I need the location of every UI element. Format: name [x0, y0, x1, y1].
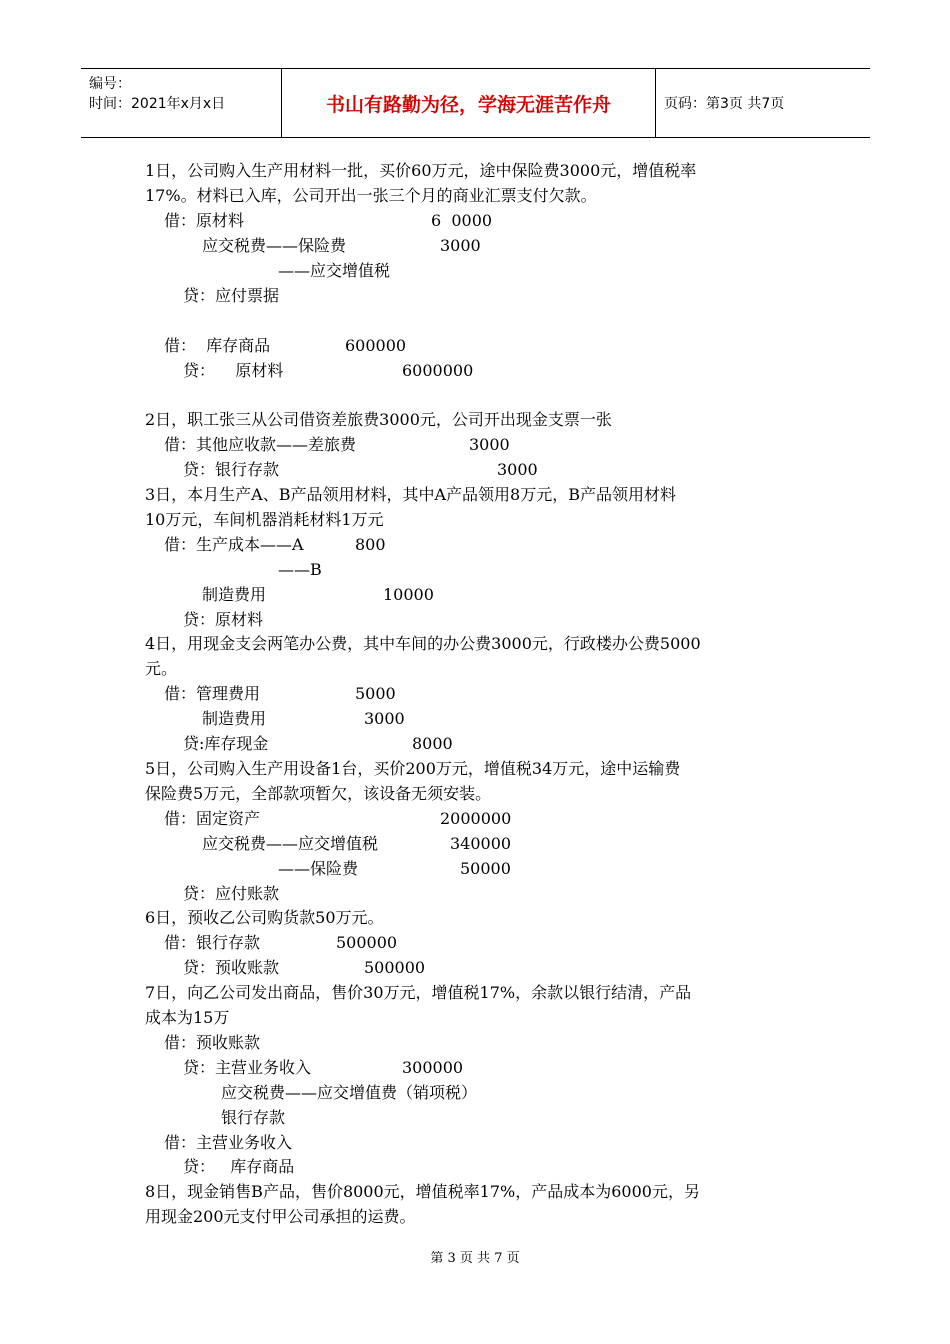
text-line: 贷：应付账款: [183, 884, 280, 903]
text-line: 借：主营业务收入: [164, 1133, 293, 1152]
text-line: 4日，用现金支会两笔办公费，其中车间的办公费3000元，行政楼办公费5000: [145, 634, 701, 653]
text-line: 借：管理费用: [164, 684, 261, 703]
amount: 500000: [336, 933, 398, 952]
text-line: ——保险费: [278, 859, 359, 878]
amount: 3000: [497, 460, 538, 479]
text-line: 银行存款: [221, 1108, 286, 1127]
page-footer: 第 3 页 共 7 页: [430, 1251, 520, 1266]
time-label: 时间：2021年x月x日: [89, 96, 226, 112]
text-line: 用现金200元支付甲公司承担的运费。: [145, 1207, 416, 1226]
text-line: 5日，公司购入生产用设备1台，买价200万元，增值税34万元，途中运输费: [145, 759, 681, 778]
text-line: 成本为15万: [145, 1008, 230, 1027]
amount: 3000: [440, 236, 481, 255]
page-code: 页码：第3页 共7页: [664, 96, 785, 112]
text-line: 借：生产成本——A: [164, 535, 304, 554]
text-line: 保险费5万元，全部款项暂欠，该设备无须安装。: [145, 784, 492, 803]
text-line: 应交税费——保险费: [202, 236, 347, 255]
amount: 3000: [364, 709, 405, 728]
text-line: 应交税费——应交增值费（销项税）: [221, 1083, 478, 1102]
text-line: 1日，公司购入生产用材料一批，买价60万元，途中保险费3000元，增值税率: [145, 161, 697, 180]
document-header: [81, 68, 870, 138]
amount: 6000000: [402, 361, 474, 380]
text-line: 6日，预收乙公司购货款50万元。: [145, 908, 384, 927]
amount: 600000: [345, 336, 407, 355]
text-line: 应交税费——应交增值税: [202, 834, 379, 853]
header-meta-cell: [81, 69, 282, 137]
text-line: 制造费用: [202, 585, 267, 604]
text-line: 元。: [145, 659, 178, 678]
text-line: 贷：银行存款: [183, 460, 280, 479]
amount: 5000: [355, 684, 396, 703]
text-line: 借：固定资产: [164, 809, 261, 828]
text-line: 制造费用: [202, 709, 267, 728]
amount: 10000: [383, 585, 434, 604]
text-line: 贷：应付票据: [183, 286, 280, 305]
text-line: 贷:库存现金: [183, 734, 269, 753]
amount: 340000: [450, 834, 512, 853]
amount: 800: [355, 535, 386, 554]
text-line: 贷：原材料: [183, 610, 264, 629]
text-line: 8日，现金销售B产品，售价8000元，增值税率17%，产品成本为6000元，另: [145, 1182, 700, 1201]
amount: 50000: [460, 859, 511, 878]
amount: 2000000: [440, 809, 512, 828]
text-line: ——应交增值税: [278, 261, 391, 280]
text-line: 贷：预收账款: [183, 958, 280, 977]
text-line: 贷：主营业务收入: [183, 1058, 312, 1077]
text-line: 借：预收账款: [164, 1033, 261, 1052]
amount: 3000: [469, 435, 510, 454]
amount: 300000: [402, 1058, 464, 1077]
text-line: 借：银行存款: [164, 933, 261, 952]
amount: 500000: [364, 958, 426, 977]
text-line: 17%。材料已入库，公司开出一张三个月的商业汇票支付欠款。: [145, 186, 597, 205]
text-line: 借：原材料: [164, 211, 245, 230]
text-line: ——B: [278, 560, 322, 579]
number-label: 编号：: [89, 76, 131, 92]
text-line: 贷： 库存商品: [183, 1157, 295, 1176]
text-line: 借： 库存商品: [164, 336, 271, 355]
text-line: 10万元，车间机器消耗材料1万元: [145, 510, 384, 529]
motto: 书山有路勤为径，学海无涯苦作舟: [282, 69, 656, 137]
text-line: 3日，本月生产A、B产品领用材料，其中A产品领用8万元，B产品领用材料: [145, 485, 676, 504]
amount: 8000: [412, 734, 453, 753]
amount: 6 0000: [431, 211, 493, 230]
text-line: 2日，职工张三从公司借资差旅费3000元，公司开出现金支票一张: [145, 410, 612, 429]
text-line: 贷： 原材料: [183, 361, 284, 380]
text-line: 7日，向乙公司发出商品，售价30万元，增值税17%，余款以银行结清，产品: [145, 983, 692, 1002]
text-line: 借：其他应收款——差旅费: [164, 435, 357, 454]
